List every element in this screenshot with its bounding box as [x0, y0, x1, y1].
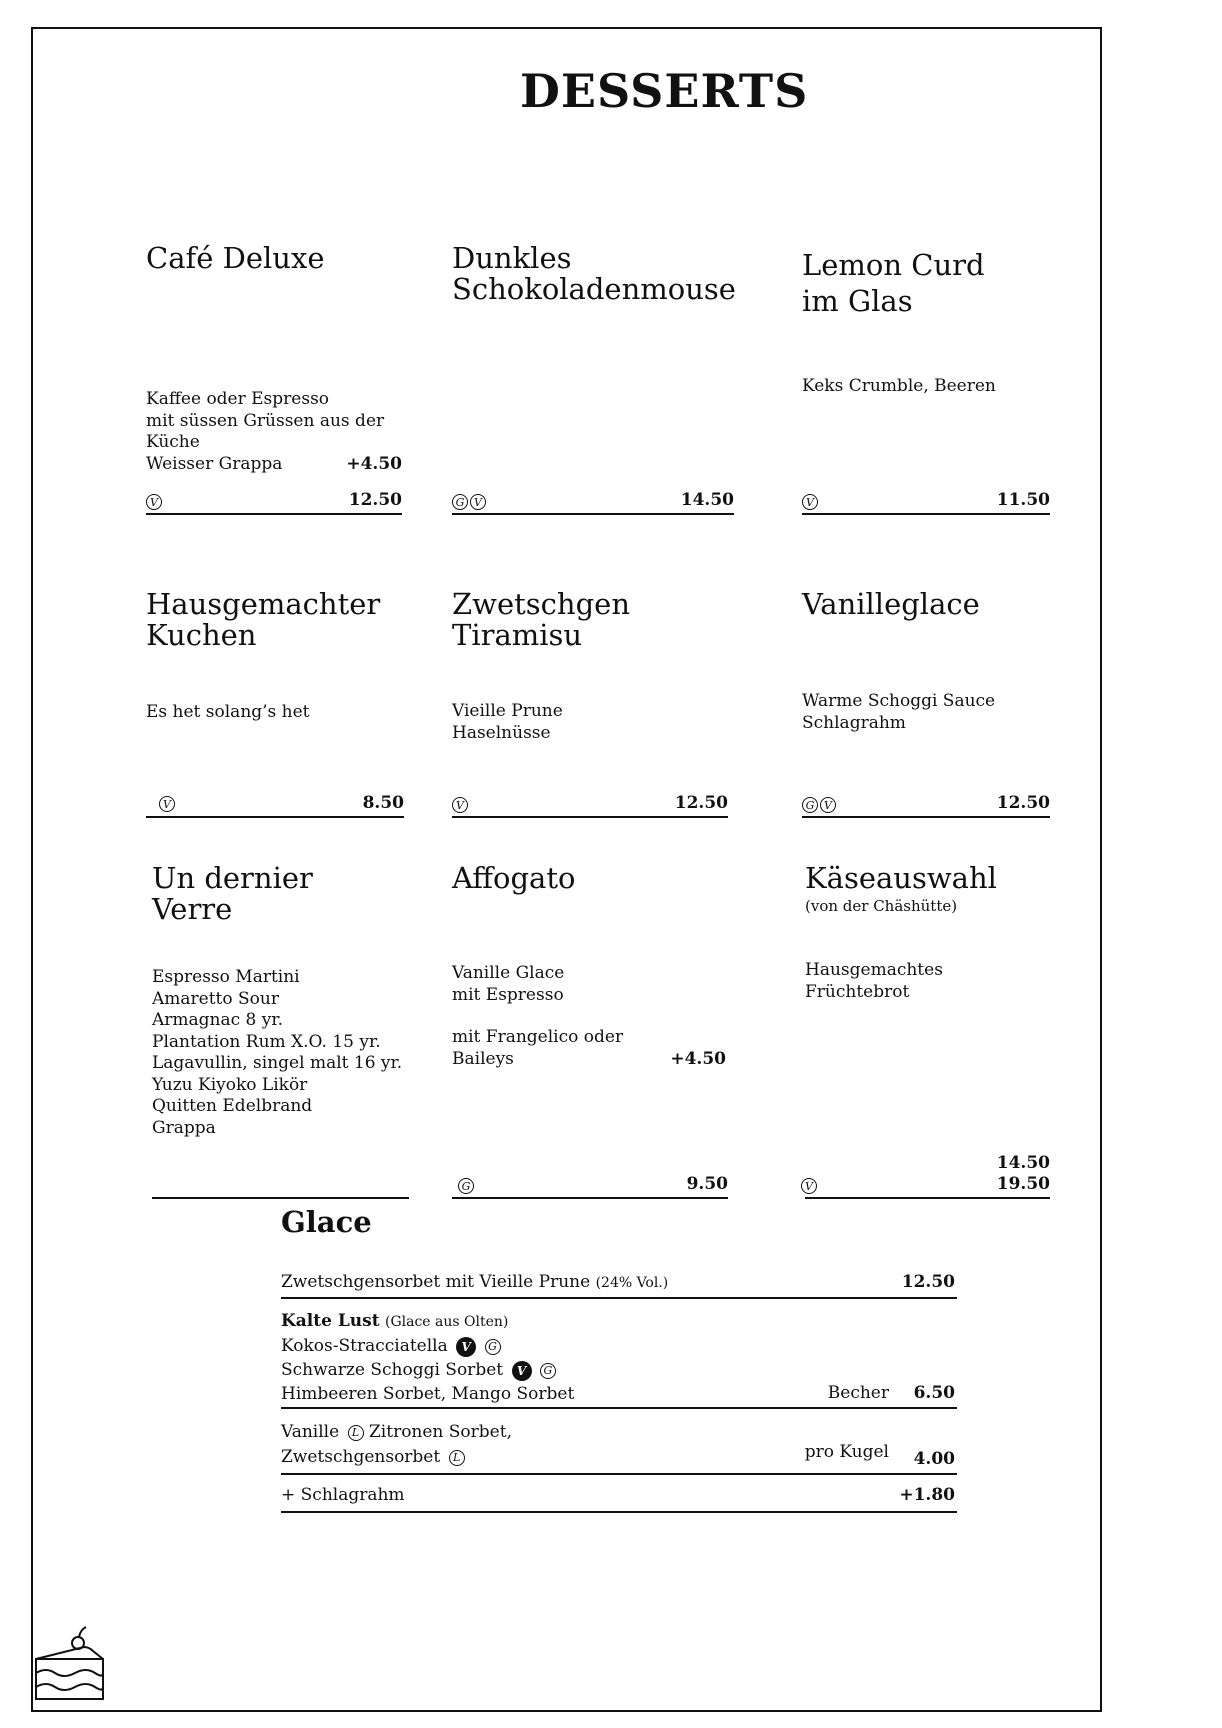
item-description: Vanille Glace mit Espresso mit Frangelico oder Baileys +4.50 — [452, 963, 726, 1069]
menu-item-lemon-curd — [802, 243, 1050, 513]
item-footer — [152, 1173, 409, 1199]
cake-icon — [33, 1625, 107, 1701]
item-footer — [452, 792, 728, 818]
vegetarian-icon: V — [146, 494, 162, 510]
item-title: Affogato — [452, 861, 576, 895]
item-title: Un dernier Verre — [152, 861, 313, 926]
menu-item-dernier-verre — [152, 863, 409, 1199]
item-addon: Baileys +4.50 — [452, 1048, 726, 1069]
glace-row-kalte-lust: Kalte Lust (Glace aus Olten) Kokos-Stracciatella V G Schwarze Schoggi Sorbet V G Himbeeren Sorbet, Mango Sorbet Becher 6.50 — [281, 1307, 957, 1409]
item-footer — [146, 792, 404, 818]
item-price: 14.50 19.50 — [996, 1153, 1050, 1194]
item-footer — [802, 792, 1050, 818]
item-price: 12.50 — [901, 1272, 955, 1292]
item-addon: Weisser Grappa +4.50 — [146, 453, 402, 474]
gluten-free-icon: G — [485, 1339, 501, 1355]
item-description: Es het solang’s het — [146, 702, 310, 722]
gluten-free-icon: G — [802, 797, 818, 813]
item-title: Vanilleglace — [802, 587, 980, 621]
item-unit: Becher — [827, 1383, 889, 1403]
vegan-icon: V — [512, 1361, 532, 1381]
menu-item-cafe-deluxe — [146, 243, 402, 513]
glace-row-sorbet: Zwetschgensorbet mit Vieille Prune (24% Vol.) 12.50 — [281, 1269, 957, 1299]
item-description: Hausgemachtes Früchtebrot — [805, 960, 943, 1002]
vegetarian-icon: V — [452, 797, 468, 813]
page-title: DESSERTS — [520, 64, 809, 118]
item-footer — [802, 489, 1050, 515]
item-description: Keks Crumble, Beeren — [802, 376, 996, 396]
item-title: Dunkles Schokoladenmouse — [452, 241, 736, 306]
menu-item-affogato — [452, 863, 728, 1199]
item-subtitle: (von der Chäshütte) — [805, 897, 958, 915]
vegetarian-icon: V — [802, 494, 818, 510]
gluten-free-icon: G — [540, 1363, 556, 1379]
lactose-free-icon: L — [449, 1450, 465, 1466]
item-price: 12.50 — [996, 793, 1050, 813]
item-description: Espresso Martini Amaretto Sour Armagnac 8 yr. Plantation Rum X.O. 15 yr. Lagavullin, singel malt 16 yr. Yuzu Kiyoko Likör Quitten Edelbrand Grappa — [152, 967, 403, 1138]
menu-item-kaeseauswahl — [805, 863, 1050, 1199]
item-title: Café Deluxe — [146, 241, 325, 275]
item-title: Käseauswahl — [805, 861, 997, 895]
vegetarian-icon: V — [470, 494, 486, 510]
menu-item-tiramisu — [452, 589, 728, 819]
item-footer — [452, 489, 734, 515]
item-title: Lemon Curd im Glas — [802, 248, 985, 318]
glace-row-schlagrahm: + Schlagrahm +1.80 — [281, 1483, 957, 1513]
gluten-free-icon: G — [458, 1178, 474, 1194]
item-price: 11.50 — [996, 490, 1050, 510]
lactose-free-icon: L — [348, 1425, 364, 1441]
vegetarian-icon: V — [820, 797, 836, 813]
vegetarian-icon: V — [159, 796, 175, 812]
vegan-icon: V — [456, 1337, 476, 1357]
item-footer — [146, 489, 402, 515]
item-price: 14.50 — [680, 490, 734, 510]
item-price: +1.80 — [899, 1485, 955, 1505]
item-price: 12.50 — [348, 490, 402, 510]
item-title: Hausgemachter Kuchen — [146, 587, 381, 652]
item-title: Zwetschgen Tiramisu — [452, 587, 630, 652]
item-price: 12.50 — [674, 793, 728, 813]
item-description: Vieille Prune Haselnüsse — [452, 701, 563, 743]
gluten-free-icon: G — [452, 494, 468, 510]
glace-row-kugel: Vanille L Zitronen Sorbet, Zwetschgensorbet L pro Kugel 4.00 — [281, 1420, 957, 1475]
menu-item-kuchen — [146, 589, 404, 819]
item-price: 4.00 — [913, 1449, 955, 1469]
item-footer — [452, 1173, 728, 1199]
item-price: 6.50 — [913, 1383, 955, 1403]
menu-item-schokoladenmouse — [452, 243, 734, 513]
menu-item-vanilleglace — [802, 589, 1050, 819]
item-price: 9.50 — [686, 1174, 728, 1194]
section-title-glace: Glace — [281, 1205, 372, 1239]
item-footer — [805, 1149, 1050, 1199]
item-price: 8.50 — [362, 793, 404, 813]
item-description: Kaffee oder Espresso mit süssen Grüssen aus der Küche Weisser Grappa +4.50 — [146, 389, 402, 474]
item-description: Warme Schoggi Sauce Schlagrahm — [802, 691, 996, 733]
vegetarian-icon: V — [801, 1178, 817, 1194]
item-unit: pro Kugel — [804, 1442, 889, 1462]
